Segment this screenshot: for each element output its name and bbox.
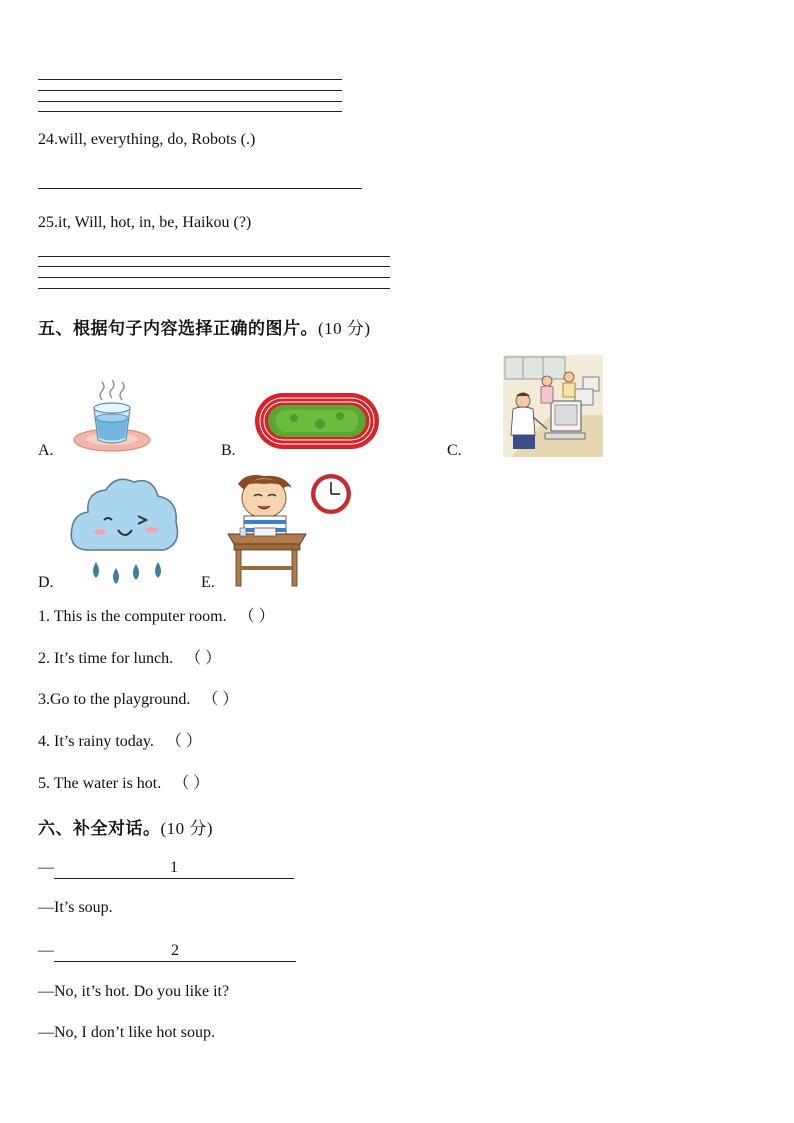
hot-water-image bbox=[70, 374, 156, 456]
dialogue-line-4: —No, it’s hot. Do you like it? bbox=[38, 983, 230, 1000]
answer-line bbox=[38, 101, 342, 102]
answer-line bbox=[38, 111, 342, 112]
option-a-label: A. bbox=[38, 442, 54, 459]
sentence-5-text: 5. The water is hot. bbox=[38, 775, 162, 792]
sentence-3 bbox=[38, 690, 238, 710]
dialogue-blank-1 bbox=[38, 858, 294, 879]
answer-line[interactable] bbox=[38, 256, 390, 257]
sentence-5 bbox=[38, 774, 209, 794]
section-5-title: 五、根据句子内容选择正确的图片。 bbox=[38, 319, 318, 339]
sentence-2 bbox=[38, 649, 221, 669]
computer-room-image bbox=[503, 355, 603, 457]
dialogue-blank-2 bbox=[38, 941, 296, 962]
section-5-score: (10 分) bbox=[318, 319, 371, 338]
answer-line[interactable] bbox=[38, 266, 390, 267]
answer-blank-2[interactable] bbox=[54, 941, 296, 962]
sentence-4 bbox=[38, 732, 202, 752]
sentence-3-text: 3.Go to the playground. bbox=[38, 691, 191, 708]
answer-blank-1[interactable] bbox=[54, 858, 294, 879]
sentence-1-text: 1. This is the computer room. bbox=[38, 608, 227, 625]
question-25: 25.it, Will, hot, in, be, Haikou (?) bbox=[38, 214, 252, 231]
option-c-label: C. bbox=[447, 442, 462, 459]
answer-bracket-1[interactable]: （ ） bbox=[238, 608, 275, 625]
answer-bracket-4[interactable]: （ ） bbox=[165, 733, 202, 750]
answer-bracket-3[interactable]: （ ） bbox=[202, 691, 239, 708]
sentence-1 bbox=[38, 607, 275, 627]
section-6-score: (10 分) bbox=[160, 819, 214, 838]
sentence-2-text: 2. It’s time for lunch. bbox=[38, 650, 174, 667]
answer-line[interactable] bbox=[38, 188, 362, 189]
answer-bracket-5[interactable]: （ ） bbox=[173, 775, 210, 792]
section-5-heading bbox=[38, 314, 371, 339]
section-6-title: 六、补全对话。 bbox=[38, 819, 161, 839]
rain-cloud-image bbox=[68, 472, 182, 588]
sentence-4-text: 4. It’s rainy today. bbox=[38, 733, 154, 750]
answer-line[interactable] bbox=[38, 288, 390, 289]
dialogue-dash: — bbox=[38, 859, 54, 876]
blank-2-number: 2 bbox=[171, 942, 179, 959]
playground-image bbox=[254, 392, 380, 450]
option-d-label: D. bbox=[38, 574, 54, 591]
answer-line bbox=[38, 79, 342, 80]
dialogue-line-5: —No, I don’t like hot soup. bbox=[38, 1024, 216, 1041]
answer-line bbox=[38, 90, 342, 91]
question-24: 24.will, everything, do, Robots (.) bbox=[38, 131, 256, 148]
dialogue-line-2: —It’s soup. bbox=[38, 899, 113, 916]
answer-line[interactable] bbox=[38, 277, 390, 278]
answer-bracket-2[interactable]: （ ） bbox=[185, 650, 222, 667]
section-6-heading bbox=[38, 814, 213, 839]
option-e-label: E. bbox=[201, 574, 215, 591]
blank-1-number: 1 bbox=[170, 859, 178, 876]
dialogue-dash: — bbox=[38, 942, 54, 959]
option-b-label: B. bbox=[221, 442, 236, 459]
lunch-image bbox=[226, 472, 358, 590]
